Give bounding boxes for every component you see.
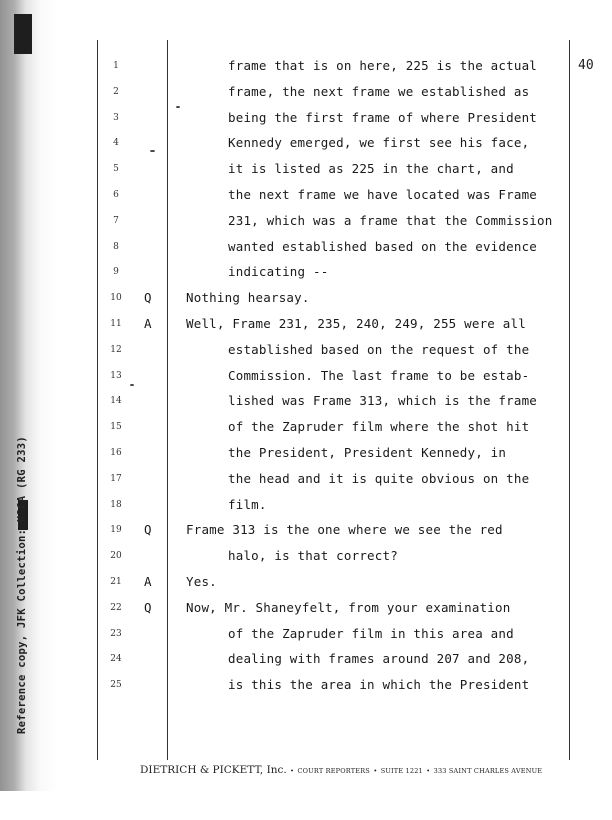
transcript-line: of the Zapruder film where the shot hit bbox=[228, 419, 530, 435]
line-number: 6 bbox=[113, 190, 119, 200]
archive-reference-stamp: Reference copy, JFK Collection: HSCA (RG 233) bbox=[16, 436, 28, 734]
transcript-line: established based on the request of the bbox=[228, 341, 530, 357]
transcript-line: Frame 313 is the one where we see the red bbox=[186, 522, 503, 538]
scan-speck bbox=[150, 150, 155, 152]
speaker-label: Q bbox=[144, 290, 152, 306]
transcript-line: it is listed as 225 in the chart, and bbox=[228, 161, 514, 177]
footer-suite: SUITE 1221 bbox=[380, 767, 423, 775]
scan-speck bbox=[130, 384, 134, 386]
line-number: 15 bbox=[110, 422, 122, 433]
line-number: 1 bbox=[113, 61, 119, 71]
transcript-line: lished was Frame 313, which is the frame bbox=[228, 393, 538, 409]
line-number: 13 bbox=[110, 370, 122, 381]
line-number: 14 bbox=[110, 396, 122, 407]
line-number: 8 bbox=[113, 241, 119, 252]
footer-firm: DIETRICH & PICKETT, Inc. bbox=[140, 764, 287, 776]
line-number: 21 bbox=[110, 577, 122, 587]
line-number: 16 bbox=[110, 448, 122, 458]
transcript-line: halo, is that correct? bbox=[228, 548, 398, 564]
footer-address: 333 SAINT CHARLES AVENUE bbox=[433, 767, 543, 775]
transcript-line: Yes. bbox=[186, 574, 217, 589]
speaker-label: Q bbox=[144, 522, 152, 538]
line-number: 12 bbox=[110, 344, 122, 355]
footer-separator: • bbox=[373, 767, 378, 775]
footer-separator: • bbox=[290, 767, 295, 775]
line-number: 23 bbox=[110, 628, 122, 639]
transcript-line: 231, which was a frame that the Commission bbox=[228, 212, 553, 228]
transcript-line: Nothing hearsay. bbox=[186, 290, 310, 306]
scan-speck bbox=[176, 106, 180, 108]
speaker-label: A bbox=[144, 574, 152, 589]
line-number: 5 bbox=[113, 164, 119, 175]
qa-column-rule bbox=[167, 40, 168, 760]
line-number: 10 bbox=[110, 293, 122, 304]
transcript-line: of the Zapruder film in this area and bbox=[228, 625, 514, 641]
line-number: 2 bbox=[113, 86, 119, 97]
line-number: 24 bbox=[110, 654, 122, 665]
transcript-line: Well, Frame 231, 235, 240, 249, 255 were all bbox=[186, 316, 526, 331]
footer-separator: • bbox=[426, 767, 431, 775]
line-number: 7 bbox=[113, 215, 119, 226]
line-number: 4 bbox=[113, 138, 119, 149]
line-number: 3 bbox=[113, 112, 119, 123]
page-footer bbox=[140, 764, 570, 776]
transcript-line: is this the area in which the President bbox=[228, 677, 530, 693]
line-number: 9 bbox=[113, 267, 119, 278]
binding-mark bbox=[14, 14, 32, 54]
transcript-line: being the first frame of where President bbox=[228, 109, 538, 125]
transcript-line: the next frame we have located was Frame bbox=[228, 187, 538, 202]
line-number: 11 bbox=[110, 319, 122, 329]
transcript-line: dealing with frames around 207 and 208, bbox=[228, 651, 530, 667]
line-number: 20 bbox=[110, 551, 122, 562]
transcript-line: Commission. The last frame to be estab- bbox=[228, 367, 530, 383]
line-number: 18 bbox=[110, 499, 122, 510]
line-number: 17 bbox=[110, 473, 122, 484]
speaker-label: A bbox=[144, 316, 152, 331]
transcript-line: the President, President Kennedy, in bbox=[228, 445, 507, 460]
transcript-line: wanted established based on the evidence bbox=[228, 238, 538, 254]
transcript-line: indicating -- bbox=[228, 264, 329, 280]
transcript-line: frame that is on here, 225 is the actual bbox=[228, 58, 538, 73]
transcript-line: Kennedy emerged, we first see his face, bbox=[228, 135, 530, 151]
transcript-line: Now, Mr. Shaneyfelt, from your examination bbox=[186, 599, 511, 615]
transcript-line: frame, the next frame we established as bbox=[228, 83, 530, 99]
line-number: 25 bbox=[110, 680, 122, 691]
transcript-line: film. bbox=[228, 496, 267, 512]
line-number: 19 bbox=[110, 525, 122, 536]
footer-role: COURT REPORTERS bbox=[297, 767, 370, 775]
speaker-label: Q bbox=[144, 599, 152, 615]
line-number: 22 bbox=[110, 602, 122, 613]
transcript-line: the head and it is quite obvious on the bbox=[228, 470, 530, 486]
page-number: 40 bbox=[578, 58, 594, 73]
